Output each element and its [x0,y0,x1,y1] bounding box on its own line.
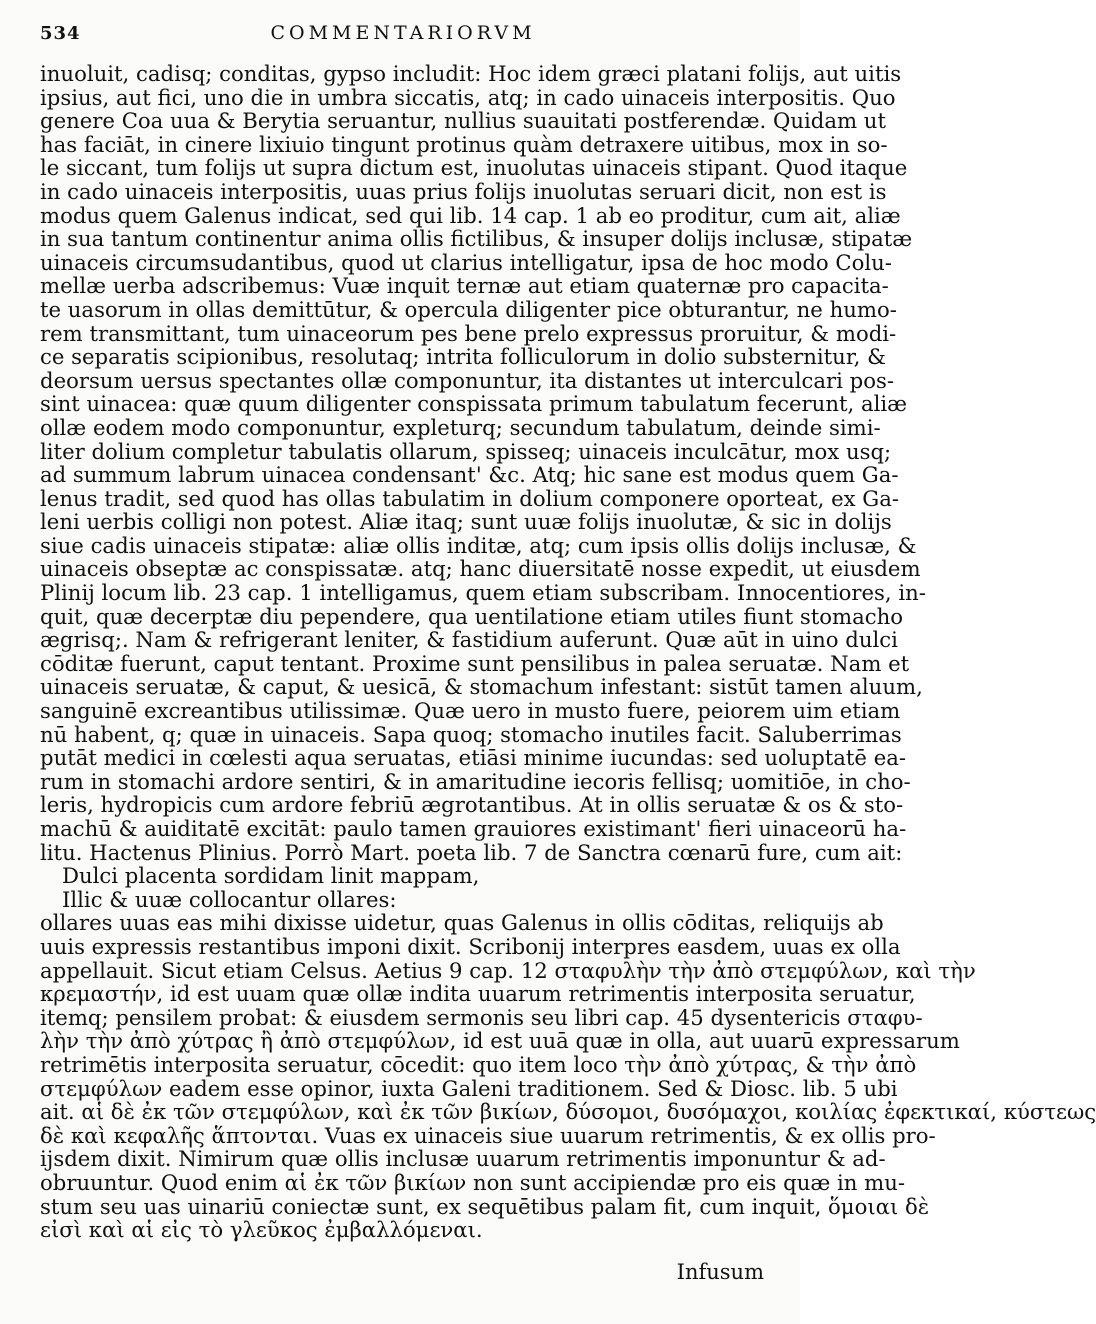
text-line: litu. Hactenus Plinius. Porrò Mart. poeta lib. 7 de Sanctra cœnarū fure, cum ait: [40,839,903,865]
text-line: δὲ καὶ κεφαλῆς ἅπτονται. Vuas ex uinaceis siue uuarum retrimentis, & ex ollis pro- [40,1122,936,1148]
text-line: κρεμαστήν, id est uuam quæ ollæ indita uuarum retrimentis interposita seruatur, [40,981,916,1007]
text-line: uuis expressis restantibus imponi dixit. Scribonij interpres easdem, uuas ex olla [40,933,901,959]
text-line: Dulci placenta sordidam linit mappam, [62,863,480,889]
text-line: στεμφύλων eadem esse opinor, iuxta Galeni traditionem. Sed & Diosc. lib. 5 ubi [40,1075,898,1101]
text-line: sanguinē excreantibus utilissimæ. Quæ uero in musto fuere, peiorem uim etiam [40,698,901,724]
text-line: inuoluit, cadisq; conditas, gypso includit: Hoc idem græci platani folijs, aut uitis [40,61,902,86]
body-text [40,61,1096,1243]
text-line: stum seu uas uinariū coniectæ sunt, ex sequētibus palam fit, cum inquit, ὅμοιαι δὲ [40,1193,930,1219]
text-line: uinaceis circumsudantibus, quod ut clarius intelligatur, ipsa de hoc modo Colu- [40,249,892,275]
text-line: le siccant, tum folijs ut supra dictum est, inuolutas uinaceis stipant. Quod itaque [40,155,908,181]
text-line: ægrisq;. Nam & refrigerant leniter, & fastidium auferunt. Quæ aūt in uino dulci [40,627,898,653]
text-line: putāt medici in cœlesti aqua seruatas, etiāsi minime iucundas: sed uoluptatē ea- [40,745,907,771]
text-line: uinaceis seruatæ, & caput, & uesicā, & stomachum infestant: sistūt tamen aluum, [40,674,923,700]
text-line: ait. αἱ δὲ ἐκ τῶν στεμφύλων, καὶ ἐκ τῶν βικίων, δύσομοι, δυσόμαχοι, κοιλίας ἐφεκτικαί, κύστεως [40,1099,1096,1125]
text-line: ollares uuas eas mihi dixisse uidetur, quas Galenus in ollis cōditas, reliquijs ab [40,910,884,936]
page-number: 534 [40,23,81,44]
text-line: siue cadis uinaceis stipatæ: aliæ ollis inditæ, atq; cum ipsis ollis dolijs inclusæ, & [40,532,917,558]
text-line: modus quem Galenus indicat, sed qui lib. 14 cap. 1 ab eo proditur, cum ait, aliæ [40,202,901,228]
text-line: te uasorum in ollas demittūtur, & opercula diligenter pice obturantur, ne humo- [40,296,897,322]
text-line: in sua tantum continentur anima ollis fictilibus, & insuper dolijs inclusæ, stipatæ [40,226,913,252]
text-line: cōditæ fuerunt, caput tentant. Proxime sunt pensilibus in palea seruatæ. Nam et [40,650,910,676]
text-line: lenus tradit, sed quod has ollas tabulatim in dolium componere oporteat, ex Ga- [40,485,900,511]
running-head: COMMENTARIORVM [270,22,536,44]
catchword: Infusum [676,1260,764,1284]
text-line: εἰσὶ καὶ αἱ εἰς τὸ γλεῦκος ἐμβαλλόμεναι. [40,1217,483,1243]
text-line: ijsdem dixit. Nimirum quæ ollis inclusæ uuarum retrimentis imponuntur & ad- [40,1146,886,1172]
text-line: ollæ eodem modo componuntur, expleturq; secundum tabulatum, deinde simi- [40,414,881,440]
text-line: Plinij locum lib. 23 cap. 1 intelligamus, quem etiam subscribam. Innocentiores, in- [40,580,926,606]
text-line: rem transmittant, tum uinaceorum pes bene prelo expressus proruitur, & modi- [40,320,897,346]
text-line: λὴν τὴν ἀπὸ χύτρας ἢ ἀπὸ στεμφύλων, id est uuā quæ in olla, aut uuarū expressarum [40,1028,960,1054]
text-line: rum in stomachi ardore sentiri, & in amaritudine iecoris fellisq; uomitiōe, in cho- [40,768,911,794]
text-line: mellæ uerba adscribemus: Vuæ inquit ternæ aut etiam quaternæ pro capacita- [40,273,889,299]
text-line: leris, hydropicis cum ardore febriū ægrotantibus. At in ollis seruatæ & os & sto- [40,792,904,818]
text-line: uinaceis obseptæ ac conspissatæ. atq; hanc diuersitatē nosse expedit, ut eiusdem [40,556,921,582]
text-line: retrimētis interposita seruatur, cōcedit: quo item loco τὴν ἀπὸ χύτρας, & τὴν ἀπὸ [40,1051,917,1077]
text-line: deorsum uersus spectantes ollæ componuntur, ita distantes ut interculcari pos- [40,367,895,393]
text-line: quit, quæ decerptæ diu pependere, qua uentilatione etiam utiles fiunt stomacho [40,603,904,629]
text-line: has faciāt, in cinere lixiuio tingunt protinus quàm detraxere uitibus, mox in so- [40,131,888,157]
text-line: ipsius, aut fici, uno die in umbra siccatis, atq; in cado uinaceis interpositis. Quo [40,84,896,110]
text-line: genere Coa uua & Berytia seruantur, nullius suauitati postferendæ. Quidam ut [40,108,886,134]
text-line: in cado uinaceis interpositis, uuas prius folijs inuolutas seruari dicit, non est is [40,178,887,204]
text-line: machū & auiditatē excitāt: paulo tamen grauiores existimant' fieri uinaceorū ha- [40,816,907,841]
text-line: ce separatis scipionibus, resolutaq; intrita folliculorum in dolio substernitur, & [40,344,886,370]
text-line: nū habent, q; quæ in uinaceis. Sapa quoq; stomacho inutiles facit. Saluberrimas [40,721,902,747]
text-line: leni uerbis colligi non potest. Aliæ itaq; sunt uuæ folijs inuolutæ, & sic in dolijs [40,509,892,535]
text-line: liter dolium completur tabulatis ollarum, spisseq; uinaceis inculcātur, mox usq; [40,438,892,464]
text-line: sint uinacea: quæ quum diligenter conspissata primum tabulatum fecerunt, aliæ [40,391,908,417]
text-line: appellauit. Sicut etiam Celsus. Aetius 9 cap. 12 σταφυλὴν τὴν ἀπὸ στεμφύλων, καὶ τὴν [40,957,976,983]
text-line: obruuntur. Quod enim αἱ ἐκ τῶν βικίων non sunt accipiendæ pro eis quæ in mu- [40,1169,906,1195]
text-line: itemq; pensilem probat: & eiusdem sermonis seu libri cap. 45 dysentericis σταφυ- [40,1004,923,1030]
text-line: ad summum labrum uinacea condensant' &c. Atq; hic sane est modus quem Ga- [40,462,899,488]
page-header [40,22,766,52]
text-line: Illic & uuæ collocantur ollares: [62,886,397,912]
